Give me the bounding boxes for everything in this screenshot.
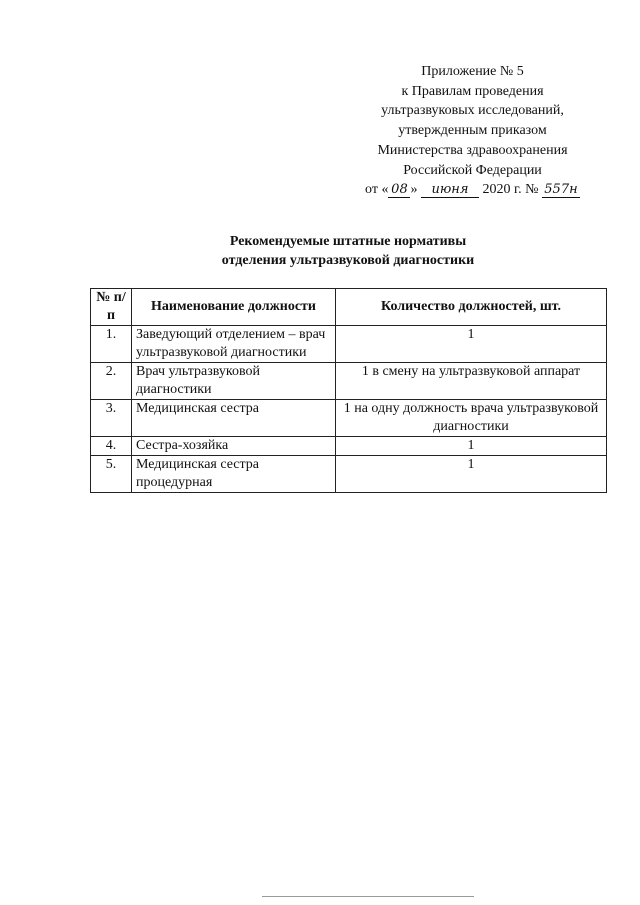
header-position: Наименование должности <box>132 289 336 326</box>
table-header-row <box>91 289 607 326</box>
row-num: 2. <box>91 363 132 400</box>
row-position: Медицинская сестра процедурная <box>132 456 336 493</box>
row-num: 4. <box>91 437 132 456</box>
table-row <box>91 437 607 456</box>
table-row <box>91 400 607 437</box>
row-position: Медицинская сестра <box>132 400 336 437</box>
appendix-line: ультразвуковых исследований, <box>381 103 564 119</box>
appendix-line: к Правилам проведения <box>401 83 544 99</box>
row-position: Сестра-хозяйка <box>132 437 336 456</box>
date-prefix: от « <box>365 182 389 198</box>
staffing-table <box>90 288 607 493</box>
title-line: Рекомендуемые штатные нормативы <box>229 234 467 249</box>
appendix-header <box>355 62 590 200</box>
title-line: отделения ультразвуковой диагностики <box>221 253 475 268</box>
date-mid: » <box>410 182 418 198</box>
table-row <box>91 326 607 363</box>
row-quantity: 1 <box>336 437 607 456</box>
table-row <box>91 456 607 493</box>
row-quantity: 1 <box>336 456 607 493</box>
scan-edge-line <box>262 896 474 897</box>
header-num: № п/п <box>91 289 132 326</box>
document-title <box>90 232 606 270</box>
row-num: 5. <box>91 456 132 493</box>
row-num: 3. <box>91 400 132 437</box>
row-position: Заведующий отделением – врач ультразвуковой диагностики <box>132 326 336 363</box>
header-quantity: Количество должностей, шт. <box>336 289 607 326</box>
row-position: Врач ультразвуковой диагностики <box>132 363 336 400</box>
appendix-line: Министерства здравоохранения <box>377 142 568 158</box>
appendix-line: Российской Федерации <box>403 162 542 178</box>
row-quantity: 1 на одну должность врача ультразвуковой диагностики <box>336 400 607 437</box>
row-quantity: 1 в смену на ультразвуковой аппарат <box>336 363 607 400</box>
appendix-line: утвержденным приказом <box>398 123 547 139</box>
appendix-line: Приложение № 5 <box>421 64 524 79</box>
row-num: 1. <box>91 326 132 363</box>
year-text: 2020 г. № <box>482 182 539 198</box>
handwritten-month: июня <box>421 183 479 198</box>
table-row <box>91 363 607 400</box>
row-quantity: 1 <box>336 326 607 363</box>
order-date-line <box>355 180 590 200</box>
handwritten-order-number: 557н <box>542 183 580 198</box>
handwritten-day: 08 <box>388 183 410 198</box>
